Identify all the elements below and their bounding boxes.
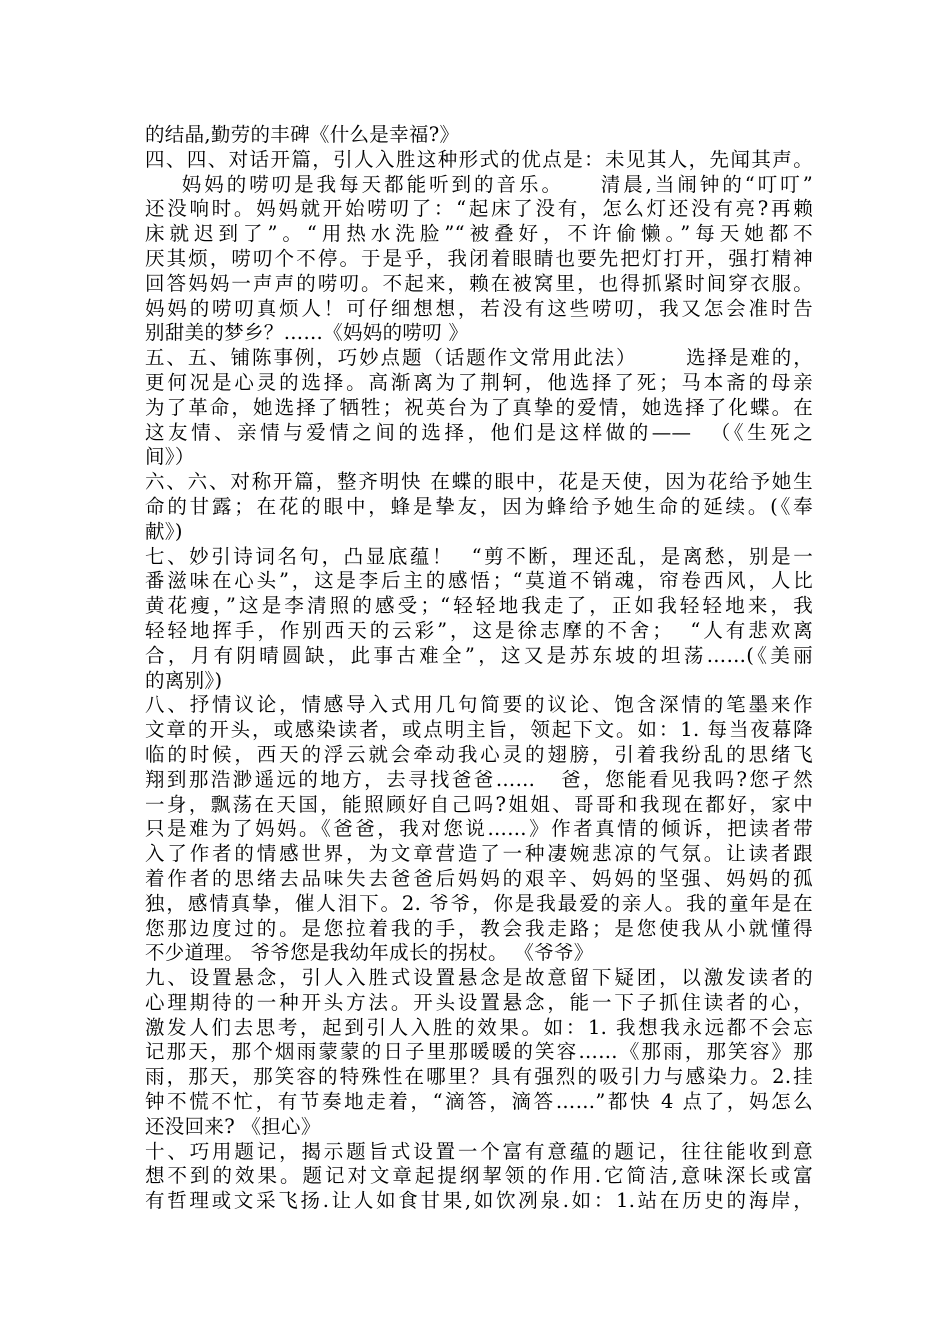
text-line: 翔到那浩渺遥远的地方，去寻找爸爸…… 爸，您能看见我吗?您孑然 [145,767,813,791]
text-line: 独，感情真挚，催人泪下。2. 爷爷，你是我最爱的亲人。我的童年是在 [145,891,813,915]
text-line: 文章的开头，或感染读者，或点明主旨，领起下文。如：1. 每当夜幕降 [145,718,813,742]
text-line: 七、妙引诗词名句，凸显底蕴！ “剪不断，理还乱，是离愁，别是一 [145,544,813,568]
text-line: 五、五、铺陈事例，巧妙点题（话题作文常用此法） 选择是难的， [145,346,813,370]
text-line: 八、抒情议论，情感导入式用几句简要的议论、饱含深情的笔墨来作 [145,693,813,717]
text-line: 激发人们去思考，起到引人入胜的效果。如：1. 我想我永远都不会忘 [145,1015,813,1039]
text-line: 命的甘露；在花的眼中，蜂是挚友，因为蜂给予她生命的延续。(《奉 [145,494,813,518]
text-line: 妈妈的唠叨是我每天都能听到的音乐。 清晨,当闹钟的“叮叮” [145,172,813,196]
text-line: 妈妈的唠叨真烦人！可仔细想想，若没有这些唠叨，我又怎会准时告 [145,296,813,320]
text-line: 的离别》) [145,668,223,692]
text-line: 六、六、对称开篇，整齐明快 在蝶的眼中，花是天使，因为花给予她生 [145,470,813,494]
text-line: 着作者的思绪去品味失去爸爸后妈妈的艰辛、妈妈的坚强、妈妈的孤 [145,866,813,890]
text-line: 更何况是心灵的选择。高渐离为了荆轲，他选择了死；马本斋的母亲 [145,370,813,394]
text-line: 只是难为了妈妈。《爸爸，我对您说……》作者真情的倾诉，把读者带 [145,817,813,841]
text-line: 床就迟到了”。“用热水洗脸”“被叠好，不许偷懒。”每天她都不 [145,222,813,246]
text-line: 合，月有阴晴圆缺，此事古难全”，这又是苏东坡的坦荡……(《美丽 [145,643,813,667]
document-body [145,123,813,1214]
text-line: 一身，飘荡在天国，能照顾好自己吗?姐姐、哥哥和我现在都好，家中 [145,792,813,816]
text-line: 别甜美的梦乡？……《妈妈的唠叨 》 [145,321,469,345]
text-line: 心理期待的一种开头方法。开头设置悬念，能一下子抓住读者的心， [145,990,813,1014]
text-line: 不少道理。 爷爷您是我幼年成长的拐杖。 《爷爷》 [145,941,594,965]
text-line: 四、四、对话开篇，引人入胜这种形式的优点是：未见其人，先闻其声。 [145,147,813,171]
text-line: 入了作者的情感世界，为文章营造了一种凄婉悲凉的气氛。让读者跟 [145,842,813,866]
text-line: 十、巧用题记，揭示题旨式设置一个富有意蕴的题记，往往能收到意 [145,1139,813,1163]
text-line: 为了革命，她选择了牺牲；祝英台为了真挚的爱情，她选择了化蝶。在 [145,395,813,419]
text-line: 轻轻地挥手，作别西天的云彩”，这是徐志摩的不舍； “人有悲欢离 [145,618,813,642]
text-line: 还没响时。妈妈就开始唠叨了：“起床了没有，怎么灯还没有亮?再赖 [145,197,813,221]
text-line: 的结晶,勤劳的丰碑《什么是幸福?》 [145,123,460,146]
text-line: 有哲理或文采飞扬.让人如食甘果,如饮冽泉.如：1.站在历史的海岸， [145,1189,813,1213]
text-line: 黄花瘦，”这是李清照的感受；“轻轻地我走了，正如我轻轻地来，我 [145,594,813,618]
text-line: 雨，那天，那笑容的特殊性在哪里？具有强烈的吸引力与感染力。2.挂 [145,1065,813,1089]
text-line: 想不到的效果。题记对文章起提纲挈领的作用.它简洁,意味深长或富 [145,1164,813,1188]
text-line: 临的时候，西天的浮云就会牵动我心灵的翅膀，引着我纷乱的思绪飞 [145,742,813,766]
text-line: 番滋味在心头”，这是李后主的感悟；“莫道不销魂，帘卷西风，人比 [145,569,813,593]
text-line: 九、设置悬念，引人入胜式设置悬念是故意留下疑团，以激发读者的 [145,966,813,990]
text-line: 回答妈妈一声声的唠叨。不起来，赖在被窝里，也得抓紧时间穿衣服。 [145,271,813,295]
text-line: 您那边度过的。是您拉着我的手，教会我走路；是您使我从小就懂得 [145,916,813,940]
text-line: 厌其烦，唠叨个不停。于是乎，我闭着眼睛也要先把灯打开，强打精神 [145,246,813,270]
text-line: 还没回来? 《担心》 [145,1114,321,1138]
text-line: 这友情、亲情与爱情之间的选择，他们是这样做的—— （《生死之 [145,420,813,444]
text-line: 献》) [145,519,183,543]
text-line: 钟不慌不忙，有节奏地走着，“滴答，滴答……”都快 4 点了，妈怎么 [145,1090,813,1114]
text-line: 间》） [145,445,195,469]
text-line: 记那天，那个烟雨蒙蒙的日子里那暖暖的笑容……《那雨，那笑容》那 [145,1040,813,1064]
